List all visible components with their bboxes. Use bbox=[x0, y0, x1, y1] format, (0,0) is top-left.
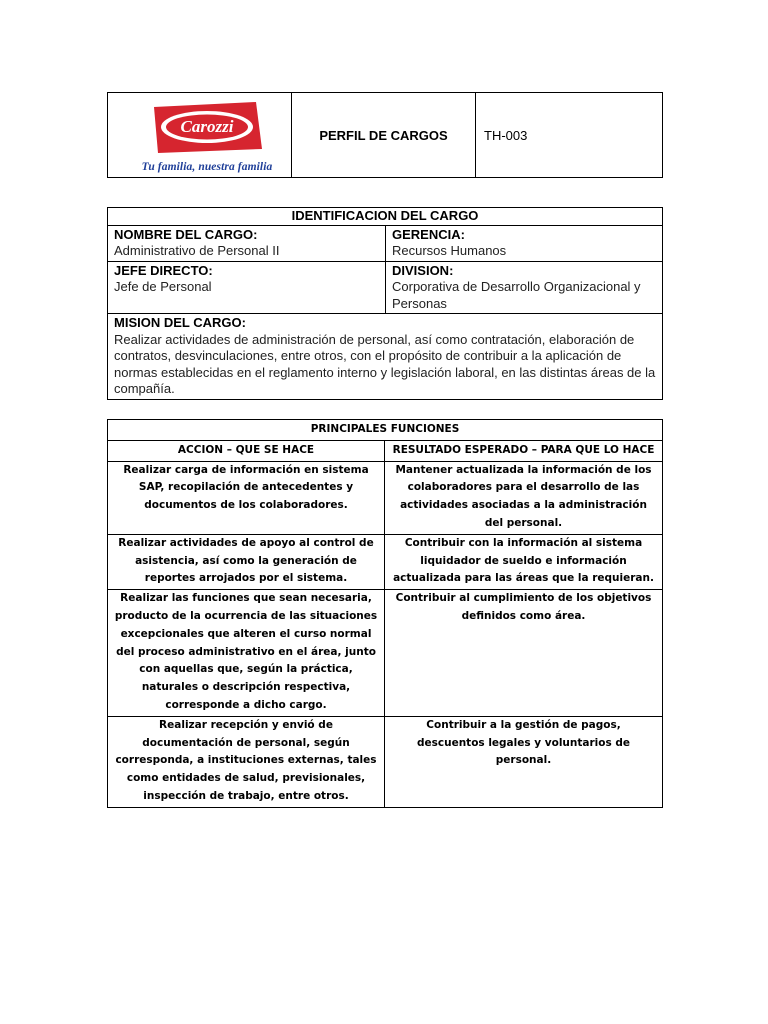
logo-cell bbox=[108, 93, 292, 178]
gerencia-cell bbox=[386, 225, 663, 261]
mision-cell bbox=[108, 314, 663, 400]
document-title: PERFIL DE CARGOS bbox=[292, 93, 476, 178]
slogan: Tu familia, nuestra familia bbox=[141, 161, 273, 173]
mision-label: MISION DEL CARGO: bbox=[114, 315, 246, 330]
table-row bbox=[108, 534, 663, 589]
identification-title: IDENTIFICACION DEL CARGO bbox=[108, 208, 663, 226]
result-cell: Contribuir a la gestión de pagos, descuentos legales y voluntarios de personal. bbox=[385, 716, 663, 807]
gerencia-label: GERENCIA: bbox=[392, 226, 465, 242]
identification-table bbox=[107, 207, 663, 400]
jefe-value: Jefe de Personal bbox=[114, 279, 212, 294]
mision-value: Realizar actividades de administración de personal, así como contratación, elaboración de contratos, desvinculaciones, entre otros, con el propósito de contribuir a la aplicación de normas establecidas en el reglamento interno y legislación laboral, en las distintas áreas de la compañía. bbox=[114, 331, 656, 396]
result-cell: Contribuir con la información al sistema liquidador de sueldo e información actualizada para las áreas que la requieran. bbox=[385, 534, 663, 589]
table-row bbox=[108, 461, 663, 534]
functions-table bbox=[107, 419, 663, 808]
action-cell: Realizar carga de información en sistema SAP, recopilación de antecedentes y documentos de los colaboradores. bbox=[108, 461, 385, 534]
table-row bbox=[108, 716, 663, 807]
carozzi-logo bbox=[146, 99, 266, 157]
result-cell: Contribuir al cumplimiento de los objetivos definidos como área. bbox=[385, 590, 663, 717]
jefe-label: JEFE DIRECTO: bbox=[114, 262, 213, 278]
logo-text: Carozzi bbox=[180, 117, 234, 136]
cargo-cell bbox=[108, 225, 386, 261]
cargo-label: NOMBRE DEL CARGO: bbox=[114, 226, 258, 242]
header-table bbox=[107, 92, 663, 178]
table-row bbox=[108, 590, 663, 717]
col-header-result: RESULTADO ESPERADO – PARA QUE LO HACE bbox=[385, 440, 663, 461]
result-cell: Mantener actualizada la información de los colaboradores para el desarrollo de las actividades asociadas a la administración del personal. bbox=[385, 461, 663, 534]
document-code: TH-003 bbox=[476, 93, 663, 178]
col-header-action: ACCION – QUE SE HACE bbox=[108, 440, 385, 461]
division-cell bbox=[386, 261, 663, 314]
action-cell: Realizar recepción y envió de documentación de personal, según corresponda, a instituciones externas, tales como entidades de salud, previsionales, inspección de trabajo, entre otros. bbox=[108, 716, 385, 807]
action-cell: Realizar las funciones que sean necesaria, producto de la ocurrencia de las situaciones excepcionales que alteren el curso normal del proceso administrativo en el área, junto con aquellas que, según la práctica, naturales o descripción respectiva, corresponde a dicho cargo. bbox=[108, 590, 385, 717]
action-cell: Realizar actividades de apoyo al control de asistencia, así como la generación de reportes arrojados por el sistema. bbox=[108, 534, 385, 589]
cargo-value: Administrativo de Personal II bbox=[114, 243, 280, 258]
division-label: DIVISION: bbox=[392, 262, 454, 278]
division-value: Corporativa de Desarrollo Organizacional y Personas bbox=[392, 279, 641, 311]
jefe-cell bbox=[108, 261, 386, 314]
functions-title: PRINCIPALES FUNCIONES bbox=[108, 420, 663, 441]
gerencia-value: Recursos Humanos bbox=[392, 243, 507, 258]
